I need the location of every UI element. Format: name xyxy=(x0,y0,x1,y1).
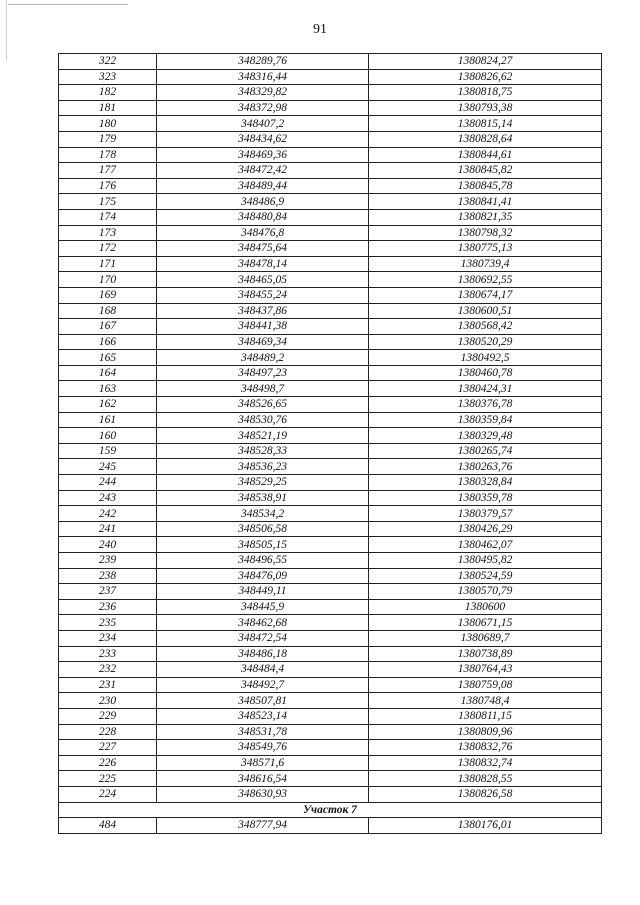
point-number-cell: 180 xyxy=(59,116,157,132)
x-coordinate-cell: 348445,9 xyxy=(157,599,369,615)
table-row xyxy=(59,553,602,569)
x-coordinate-cell: 348506,58 xyxy=(157,521,369,537)
x-coordinate-cell: 348571,6 xyxy=(157,755,369,771)
y-coordinate-cell: 1380821,35 xyxy=(369,209,602,225)
y-coordinate-cell: 1380824,27 xyxy=(369,54,602,70)
y-coordinate-cell: 1380600,51 xyxy=(369,303,602,319)
point-number-cell: 168 xyxy=(59,303,157,319)
table-row xyxy=(59,319,602,335)
point-number-cell: 161 xyxy=(59,412,157,428)
point-number-cell: 236 xyxy=(59,599,157,615)
point-number-cell: 167 xyxy=(59,319,157,335)
table-row xyxy=(59,85,602,101)
point-number-cell: 159 xyxy=(59,443,157,459)
table-row xyxy=(59,381,602,397)
point-number-cell: 233 xyxy=(59,646,157,662)
table-row xyxy=(59,428,602,444)
x-coordinate-cell: 348434,62 xyxy=(157,131,369,147)
table-row xyxy=(59,818,602,834)
y-coordinate-cell: 1380359,84 xyxy=(369,412,602,428)
table-row xyxy=(59,537,602,553)
y-coordinate-cell: 1380379,57 xyxy=(369,506,602,522)
y-coordinate-cell: 1380826,58 xyxy=(369,786,602,802)
x-coordinate-cell: 348486,9 xyxy=(157,194,369,210)
y-coordinate-cell: 1380671,15 xyxy=(369,615,602,631)
table-row xyxy=(59,599,602,615)
y-coordinate-cell: 1380793,38 xyxy=(369,100,602,116)
x-coordinate-cell: 348505,15 xyxy=(157,537,369,553)
x-coordinate-cell: 348484,4 xyxy=(157,662,369,678)
table-row xyxy=(59,771,602,787)
x-coordinate-cell: 348549,76 xyxy=(157,740,369,756)
point-number-cell: 243 xyxy=(59,490,157,506)
y-coordinate-cell: 1380520,29 xyxy=(369,334,602,350)
y-coordinate-cell: 1380570,79 xyxy=(369,584,602,600)
point-number-cell: 174 xyxy=(59,209,157,225)
x-coordinate-cell: 348472,54 xyxy=(157,630,369,646)
x-coordinate-cell: 348469,36 xyxy=(157,147,369,163)
y-coordinate-cell: 1380524,59 xyxy=(369,568,602,584)
y-coordinate-cell: 1380809,96 xyxy=(369,724,602,740)
coordinates-table-body xyxy=(59,54,602,834)
table-row xyxy=(59,225,602,241)
table-row xyxy=(59,397,602,413)
point-number-cell: 229 xyxy=(59,708,157,724)
table-row xyxy=(59,740,602,756)
point-number-cell: 230 xyxy=(59,693,157,709)
y-coordinate-cell: 1380462,07 xyxy=(369,537,602,553)
point-number-cell: 231 xyxy=(59,677,157,693)
point-number-cell: 226 xyxy=(59,755,157,771)
point-number-cell: 181 xyxy=(59,100,157,116)
y-coordinate-cell: 1380738,89 xyxy=(369,646,602,662)
y-coordinate-cell: 1380748,4 xyxy=(369,693,602,709)
point-number-cell: 224 xyxy=(59,786,157,802)
section-row xyxy=(59,802,602,818)
y-coordinate-cell: 1380689,7 xyxy=(369,630,602,646)
table-row xyxy=(59,178,602,194)
point-number-cell: 484 xyxy=(59,818,157,834)
x-coordinate-cell: 348329,82 xyxy=(157,85,369,101)
table-row xyxy=(59,475,602,491)
x-coordinate-cell: 348476,09 xyxy=(157,568,369,584)
table-row xyxy=(59,194,602,210)
x-coordinate-cell: 348489,2 xyxy=(157,350,369,366)
x-coordinate-cell: 348616,54 xyxy=(157,771,369,787)
y-coordinate-cell: 1380328,84 xyxy=(369,475,602,491)
x-coordinate-cell: 348480,84 xyxy=(157,209,369,225)
y-coordinate-cell: 1380329,48 xyxy=(369,428,602,444)
y-coordinate-cell: 1380832,74 xyxy=(369,755,602,771)
table-row xyxy=(59,334,602,350)
point-number-cell: 176 xyxy=(59,178,157,194)
x-coordinate-cell: 348486,18 xyxy=(157,646,369,662)
table-row xyxy=(59,54,602,70)
table-row xyxy=(59,147,602,163)
section-label: Участок 7 xyxy=(59,802,602,818)
x-coordinate-cell: 348476,8 xyxy=(157,225,369,241)
point-number-cell: 238 xyxy=(59,568,157,584)
coordinates-table xyxy=(58,53,602,834)
x-coordinate-cell: 348538,91 xyxy=(157,490,369,506)
table-row xyxy=(59,116,602,132)
x-coordinate-cell: 348492,7 xyxy=(157,677,369,693)
y-coordinate-cell: 1380818,75 xyxy=(369,85,602,101)
table-row xyxy=(59,69,602,85)
x-coordinate-cell: 348437,86 xyxy=(157,303,369,319)
x-coordinate-cell: 348472,42 xyxy=(157,163,369,179)
y-coordinate-cell: 1380376,78 xyxy=(369,397,602,413)
table-row xyxy=(59,303,602,319)
x-coordinate-cell: 348496,55 xyxy=(157,553,369,569)
x-coordinate-cell: 348521,19 xyxy=(157,428,369,444)
y-coordinate-cell: 1380828,64 xyxy=(369,131,602,147)
point-number-cell: 228 xyxy=(59,724,157,740)
table-row xyxy=(59,131,602,147)
table-row xyxy=(59,241,602,257)
x-coordinate-cell: 348526,65 xyxy=(157,397,369,413)
point-number-cell: 164 xyxy=(59,365,157,381)
x-coordinate-cell: 348528,33 xyxy=(157,443,369,459)
y-coordinate-cell: 1380841,41 xyxy=(369,194,602,210)
table-row xyxy=(59,272,602,288)
x-coordinate-cell: 348498,7 xyxy=(157,381,369,397)
table-row xyxy=(59,568,602,584)
x-coordinate-cell: 348289,76 xyxy=(157,54,369,70)
table-row xyxy=(59,786,602,802)
y-coordinate-cell: 1380265,74 xyxy=(369,443,602,459)
y-coordinate-cell: 1380815,14 xyxy=(369,116,602,132)
point-number-cell: 239 xyxy=(59,553,157,569)
point-number-cell: 171 xyxy=(59,256,157,272)
table-row xyxy=(59,708,602,724)
table-row xyxy=(59,755,602,771)
table-row xyxy=(59,693,602,709)
point-number-cell: 178 xyxy=(59,147,157,163)
y-coordinate-cell: 1380492,5 xyxy=(369,350,602,366)
x-coordinate-cell: 348407,2 xyxy=(157,116,369,132)
y-coordinate-cell: 1380845,78 xyxy=(369,178,602,194)
y-coordinate-cell: 1380263,76 xyxy=(369,459,602,475)
x-coordinate-cell: 348469,34 xyxy=(157,334,369,350)
point-number-cell: 237 xyxy=(59,584,157,600)
y-coordinate-cell: 1380176,01 xyxy=(369,818,602,834)
x-coordinate-cell: 348523,14 xyxy=(157,708,369,724)
y-coordinate-cell: 1380811,15 xyxy=(369,708,602,724)
x-coordinate-cell: 348531,78 xyxy=(157,724,369,740)
table-row xyxy=(59,287,602,303)
point-number-cell: 241 xyxy=(59,521,157,537)
point-number-cell: 163 xyxy=(59,381,157,397)
table-row xyxy=(59,256,602,272)
y-coordinate-cell: 1380832,76 xyxy=(369,740,602,756)
point-number-cell: 177 xyxy=(59,163,157,179)
x-coordinate-cell: 348455,24 xyxy=(157,287,369,303)
table-row xyxy=(59,163,602,179)
table-row xyxy=(59,646,602,662)
y-coordinate-cell: 1380426,29 xyxy=(369,521,602,537)
table-row xyxy=(59,506,602,522)
x-coordinate-cell: 348462,68 xyxy=(157,615,369,631)
y-coordinate-cell: 1380845,82 xyxy=(369,163,602,179)
point-number-cell: 245 xyxy=(59,459,157,475)
x-coordinate-cell: 348630,93 xyxy=(157,786,369,802)
y-coordinate-cell: 1380359,78 xyxy=(369,490,602,506)
point-number-cell: 162 xyxy=(59,397,157,413)
point-number-cell: 169 xyxy=(59,287,157,303)
table-row xyxy=(59,443,602,459)
x-coordinate-cell: 348489,44 xyxy=(157,178,369,194)
point-number-cell: 240 xyxy=(59,537,157,553)
table-row xyxy=(59,412,602,428)
point-number-cell: 165 xyxy=(59,350,157,366)
table-row xyxy=(59,490,602,506)
table-row xyxy=(59,724,602,740)
x-coordinate-cell: 348530,76 xyxy=(157,412,369,428)
point-number-cell: 225 xyxy=(59,771,157,787)
x-coordinate-cell: 348465,05 xyxy=(157,272,369,288)
y-coordinate-cell: 1380495,82 xyxy=(369,553,602,569)
point-number-cell: 242 xyxy=(59,506,157,522)
point-number-cell: 175 xyxy=(59,194,157,210)
y-coordinate-cell: 1380600 xyxy=(369,599,602,615)
y-coordinate-cell: 1380692,55 xyxy=(369,272,602,288)
point-number-cell: 235 xyxy=(59,615,157,631)
table-row xyxy=(59,584,602,600)
y-coordinate-cell: 1380828,55 xyxy=(369,771,602,787)
table-row xyxy=(59,350,602,366)
x-coordinate-cell: 348478,14 xyxy=(157,256,369,272)
scan-edge-line xyxy=(8,4,128,5)
y-coordinate-cell: 1380764,43 xyxy=(369,662,602,678)
x-coordinate-cell: 348529,25 xyxy=(157,475,369,491)
table-row xyxy=(59,459,602,475)
y-coordinate-cell: 1380844,61 xyxy=(369,147,602,163)
table-row xyxy=(59,209,602,225)
y-coordinate-cell: 1380424,31 xyxy=(369,381,602,397)
point-number-cell: 244 xyxy=(59,475,157,491)
y-coordinate-cell: 1380460,78 xyxy=(369,365,602,381)
point-number-cell: 173 xyxy=(59,225,157,241)
x-coordinate-cell: 348441,38 xyxy=(157,319,369,335)
table-row xyxy=(59,662,602,678)
point-number-cell: 234 xyxy=(59,630,157,646)
point-number-cell: 182 xyxy=(59,85,157,101)
page-number: 91 xyxy=(313,22,327,37)
y-coordinate-cell: 1380759,08 xyxy=(369,677,602,693)
point-number-cell: 179 xyxy=(59,131,157,147)
y-coordinate-cell: 1380674,17 xyxy=(369,287,602,303)
point-number-cell: 322 xyxy=(59,54,157,70)
y-coordinate-cell: 1380775,13 xyxy=(369,241,602,257)
point-number-cell: 170 xyxy=(59,272,157,288)
table-row xyxy=(59,521,602,537)
point-number-cell: 232 xyxy=(59,662,157,678)
y-coordinate-cell: 1380826,62 xyxy=(369,69,602,85)
table-row xyxy=(59,365,602,381)
point-number-cell: 166 xyxy=(59,334,157,350)
x-coordinate-cell: 348497,23 xyxy=(157,365,369,381)
x-coordinate-cell: 348316,44 xyxy=(157,69,369,85)
y-coordinate-cell: 1380739,4 xyxy=(369,256,602,272)
x-coordinate-cell: 348534,2 xyxy=(157,506,369,522)
x-coordinate-cell: 348372,98 xyxy=(157,100,369,116)
x-coordinate-cell: 348475,64 xyxy=(157,241,369,257)
y-coordinate-cell: 1380568,42 xyxy=(369,319,602,335)
point-number-cell: 323 xyxy=(59,69,157,85)
x-coordinate-cell: 348536,23 xyxy=(157,459,369,475)
table-row xyxy=(59,100,602,116)
x-coordinate-cell: 348777,94 xyxy=(157,818,369,834)
x-coordinate-cell: 348449,11 xyxy=(157,584,369,600)
point-number-cell: 160 xyxy=(59,428,157,444)
point-number-cell: 172 xyxy=(59,241,157,257)
table-row xyxy=(59,615,602,631)
x-coordinate-cell: 348507,81 xyxy=(157,693,369,709)
point-number-cell: 227 xyxy=(59,740,157,756)
y-coordinate-cell: 1380798,32 xyxy=(369,225,602,241)
table-row xyxy=(59,630,602,646)
table-row xyxy=(59,677,602,693)
